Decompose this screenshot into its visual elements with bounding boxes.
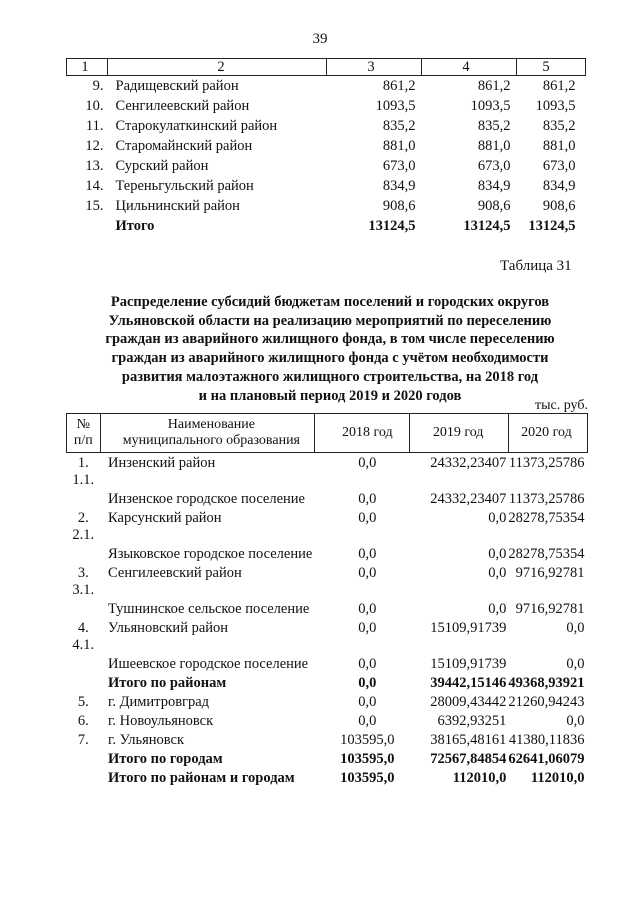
continuation-table bbox=[66, 58, 586, 236]
header-num-line2: п/п bbox=[73, 433, 93, 448]
row-value: 24332,23407 bbox=[430, 490, 507, 507]
caption-line: Ульяновской области на реализацию мероприятий по переселению bbox=[108, 312, 552, 329]
table-row bbox=[67, 527, 588, 563]
row-name: Ульяновский район bbox=[108, 619, 229, 636]
units-label: тыс. руб. bbox=[535, 398, 588, 413]
header-cell: 2 bbox=[108, 59, 327, 76]
row-value: 15109,91739 bbox=[430, 619, 507, 636]
row-number bbox=[67, 749, 101, 768]
header-name-line2: муниципального образования bbox=[122, 433, 300, 448]
row-number: 4.1. bbox=[72, 637, 95, 653]
table-row bbox=[67, 196, 586, 216]
table-row bbox=[67, 711, 588, 730]
row-value: 0,0 bbox=[358, 490, 377, 507]
row-value: 834,9 bbox=[477, 178, 511, 194]
row-number: 14. bbox=[85, 178, 104, 194]
row-value: 861,2 bbox=[477, 78, 511, 94]
row-number: 5. bbox=[77, 693, 89, 710]
row-value: 834,9 bbox=[382, 178, 416, 194]
row-value: 0,0 bbox=[358, 655, 377, 672]
row-value: 0,0 bbox=[488, 600, 507, 617]
row-name: г. Ульяновск bbox=[108, 731, 184, 748]
header-cell: 1 bbox=[67, 59, 108, 76]
row-value: 13124,5 bbox=[368, 218, 416, 234]
total-row bbox=[67, 216, 586, 236]
row-number bbox=[67, 216, 108, 236]
header-cell: 4 bbox=[422, 59, 517, 76]
row-value: 0,0 bbox=[488, 564, 507, 581]
total-row bbox=[67, 749, 588, 768]
row-value: 28009,43442 bbox=[430, 693, 507, 710]
total-row bbox=[67, 673, 588, 692]
row-name: Сурский район bbox=[115, 158, 209, 174]
table-row bbox=[67, 508, 588, 527]
row-number: 3.1. bbox=[72, 582, 95, 598]
header-cell: 3 bbox=[327, 59, 422, 76]
row-name: Инзенский район bbox=[108, 454, 216, 471]
header-name-line1: Наименование bbox=[167, 417, 255, 432]
table-row bbox=[67, 618, 588, 637]
caption-line: граждан из аварийного жилищного фонда с учётом необходимости bbox=[111, 350, 549, 367]
row-value: 0,0 bbox=[358, 619, 377, 636]
row-value: 835,2 bbox=[542, 118, 576, 134]
caption-line: Распределение субсидий бюджетам поселений и городских округов bbox=[110, 294, 550, 310]
row-value: 0,0 bbox=[488, 545, 507, 562]
row-value: 49368,93921 bbox=[508, 674, 585, 691]
row-number: 7. bbox=[77, 731, 89, 748]
row-value: 103595,0 bbox=[340, 731, 395, 748]
row-number: 13. bbox=[85, 158, 104, 174]
row-value: 0,0 bbox=[358, 545, 377, 562]
header-num bbox=[67, 414, 101, 453]
row-number: 1. bbox=[77, 454, 89, 471]
row-value: 6392,93251 bbox=[437, 712, 507, 729]
row-name: Языковское городское поселение bbox=[108, 545, 313, 562]
row-value: 41380,11836 bbox=[508, 731, 585, 748]
row-number bbox=[67, 768, 101, 787]
row-value: 0,0 bbox=[358, 712, 377, 729]
row-value: 103595,0 bbox=[340, 750, 395, 767]
table-row bbox=[67, 692, 588, 711]
row-name: Итого по районам bbox=[108, 674, 227, 691]
row-value: 908,6 bbox=[382, 198, 416, 214]
row-number bbox=[67, 673, 101, 692]
row-value: 24332,23407 bbox=[430, 454, 507, 471]
table-row bbox=[67, 136, 586, 156]
row-value: 0,0 bbox=[566, 655, 585, 672]
table-row bbox=[67, 637, 588, 673]
table-row bbox=[67, 453, 588, 473]
table-row bbox=[67, 730, 588, 749]
row-value: 21260,94243 bbox=[508, 693, 585, 710]
row-value: 1093,5 bbox=[470, 98, 511, 114]
row-value: 9716,92781 bbox=[515, 564, 585, 581]
row-value: 72567,84854 bbox=[430, 750, 507, 767]
row-value: 835,2 bbox=[477, 118, 511, 134]
row-name: Итого по районам и городам bbox=[108, 769, 295, 786]
row-number: 2. bbox=[77, 509, 89, 526]
row-number: 1.1. bbox=[72, 472, 95, 488]
row-name: Радищевский район bbox=[115, 78, 239, 94]
row-value: 835,2 bbox=[382, 118, 416, 134]
row-number: 11. bbox=[85, 118, 104, 134]
row-name: г. Новоульяновск bbox=[108, 712, 214, 729]
row-number: 10. bbox=[85, 98, 104, 114]
header-name bbox=[100, 414, 315, 453]
header-year-2020: 2020 год bbox=[508, 414, 587, 453]
table-row bbox=[67, 176, 586, 196]
row-number: 6. bbox=[77, 712, 89, 729]
page-number: 39 bbox=[312, 31, 328, 47]
row-value: 9716,92781 bbox=[515, 600, 585, 617]
row-value: 11373,25786 bbox=[508, 454, 585, 471]
header-year-2019: 2019 год bbox=[410, 414, 509, 453]
row-value: 13124,5 bbox=[528, 218, 576, 234]
row-number: 12. bbox=[85, 138, 104, 154]
caption-line: развития малоэтажного жилищного строительства, на 2018 год bbox=[121, 368, 539, 385]
row-value: 0,0 bbox=[488, 509, 507, 526]
subsidy-table-header bbox=[67, 414, 588, 453]
caption-line: и на плановый период 2019 и 2020 годов bbox=[198, 387, 462, 404]
row-value: 0,0 bbox=[358, 600, 377, 617]
row-name: Тушнинское сельское поселение bbox=[108, 600, 310, 617]
row-value: 861,2 bbox=[542, 78, 576, 94]
table-row bbox=[67, 156, 586, 176]
row-value: 881,0 bbox=[382, 138, 416, 154]
row-value: 861,2 bbox=[382, 78, 416, 94]
table-row bbox=[67, 472, 588, 508]
row-value: 0,0 bbox=[358, 674, 377, 691]
row-value: 0,0 bbox=[358, 454, 377, 471]
table-caption bbox=[70, 293, 590, 405]
row-value: 62641,06079 bbox=[508, 750, 585, 767]
row-value: 0,0 bbox=[358, 564, 377, 581]
row-name: Итого по городам bbox=[108, 750, 223, 767]
row-value: 38165,48161 bbox=[430, 731, 507, 748]
row-value: 1093,5 bbox=[535, 98, 576, 114]
header-year-2018: 2018 год bbox=[315, 414, 410, 453]
row-name: Инзенское городское поселение bbox=[108, 490, 305, 507]
row-name: Тереньгульский район bbox=[115, 178, 254, 194]
row-value: 673,0 bbox=[542, 158, 576, 174]
row-name: Карсунский район bbox=[108, 509, 222, 526]
row-value: 28278,75354 bbox=[508, 545, 585, 562]
row-name: Итого bbox=[115, 218, 155, 234]
row-value: 28278,75354 bbox=[508, 509, 585, 526]
table-label: Таблица 31 bbox=[500, 258, 572, 274]
row-value: 834,9 bbox=[542, 178, 576, 194]
row-number: 15. bbox=[85, 198, 104, 214]
row-name: Ишеевское городское поселение bbox=[108, 655, 309, 672]
table-row bbox=[67, 582, 588, 618]
row-value: 673,0 bbox=[477, 158, 511, 174]
header-num-line1: № bbox=[76, 417, 90, 432]
row-value: 0,0 bbox=[566, 712, 585, 729]
row-name: Старокулаткинский район bbox=[115, 118, 278, 134]
row-value: 112010,0 bbox=[452, 769, 507, 786]
row-value: 908,6 bbox=[477, 198, 511, 214]
row-value: 13124,5 bbox=[463, 218, 511, 234]
row-value: 0,0 bbox=[566, 619, 585, 636]
row-value: 881,0 bbox=[477, 138, 511, 154]
row-name: г. Димитровград bbox=[108, 693, 210, 710]
row-number: 4. bbox=[77, 619, 89, 636]
row-value: 673,0 bbox=[382, 158, 416, 174]
row-value: 0,0 bbox=[358, 693, 377, 710]
caption-line: граждан из аварийного жилищного фонда, в том числе переселению bbox=[105, 331, 555, 348]
continuation-table-header bbox=[67, 59, 586, 76]
row-value: 881,0 bbox=[542, 138, 576, 154]
subsidy-table bbox=[66, 413, 588, 787]
row-name: Цильнинский район bbox=[115, 198, 240, 214]
row-name: Сенгилеевский район bbox=[108, 564, 242, 581]
row-value: 39442,15146 bbox=[430, 674, 507, 691]
table-row bbox=[67, 116, 586, 136]
row-value: 908,6 bbox=[542, 198, 576, 214]
row-value: 112010,0 bbox=[530, 769, 585, 786]
row-value: 15109,91739 bbox=[430, 655, 507, 672]
table-row bbox=[67, 76, 586, 97]
row-value: 103595,0 bbox=[340, 769, 395, 786]
row-value: 1093,5 bbox=[375, 98, 416, 114]
row-value: 11373,25786 bbox=[508, 490, 585, 507]
total-row bbox=[67, 768, 588, 787]
row-number: 2.1. bbox=[72, 527, 95, 543]
table-row bbox=[67, 563, 588, 582]
row-name: Сенгилеевский район bbox=[115, 98, 250, 114]
row-number: 3. bbox=[77, 564, 89, 581]
row-value: 0,0 bbox=[358, 509, 377, 526]
table-row bbox=[67, 96, 586, 116]
row-number: 9. bbox=[92, 78, 104, 94]
header-cell: 5 bbox=[517, 59, 586, 76]
row-name: Старомайнский район bbox=[115, 138, 253, 154]
